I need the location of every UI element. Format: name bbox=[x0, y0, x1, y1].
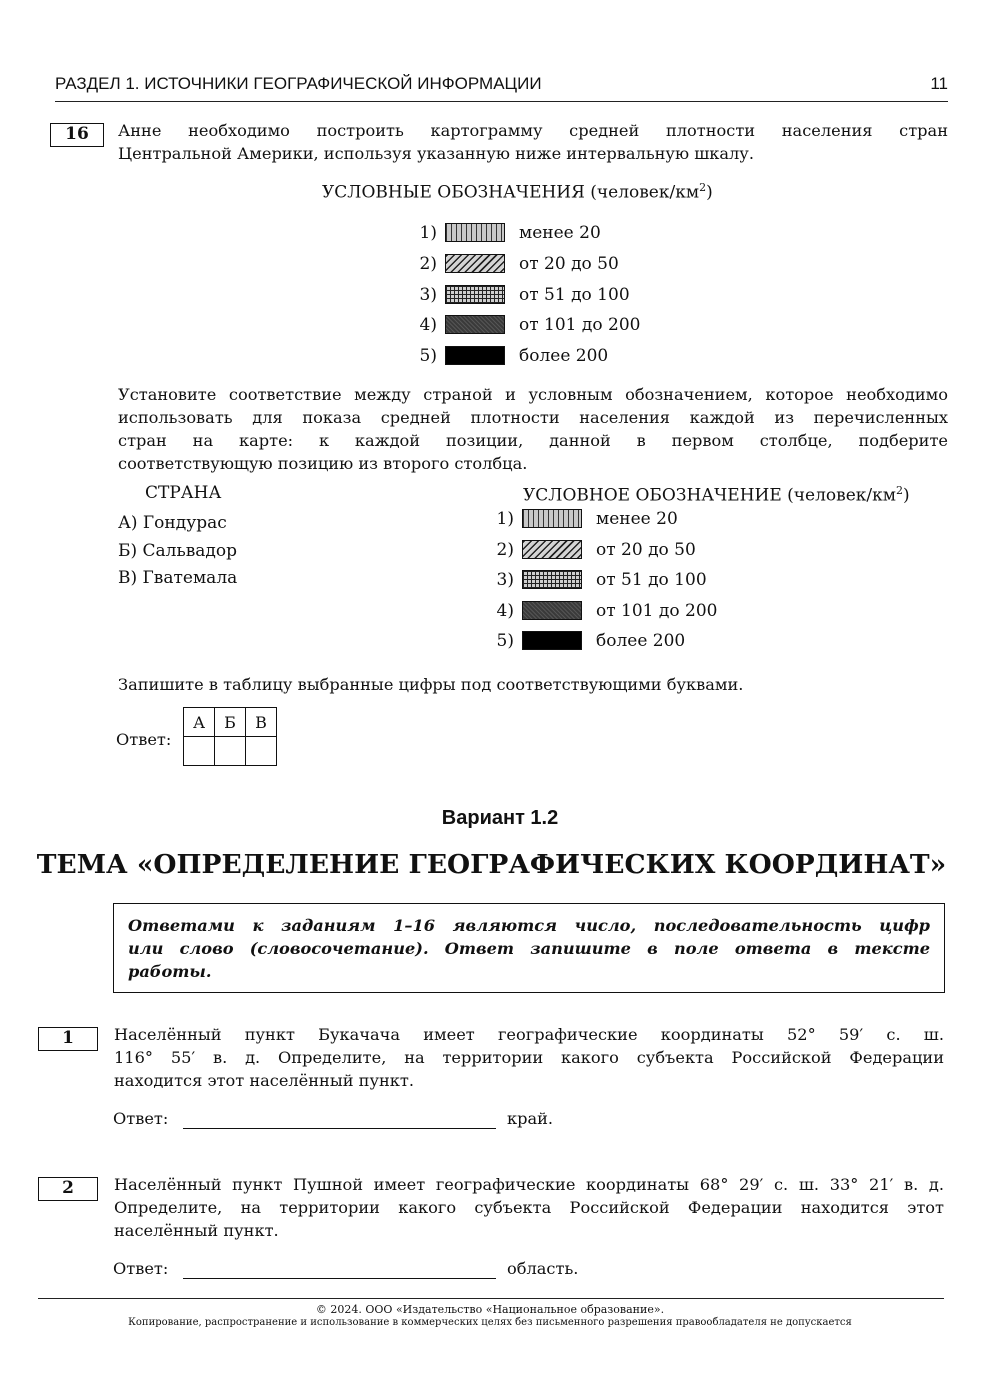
solid-black-swatch bbox=[522, 631, 582, 650]
legend-item-label: менее 20 bbox=[519, 223, 601, 243]
answer-cell[interactable] bbox=[246, 737, 277, 766]
text-line: Определите, на территории какого субъекта Российской Федерации находится этот bbox=[114, 1198, 944, 1217]
task1-text bbox=[114, 1023, 944, 1092]
answer-cell[interactable] bbox=[215, 737, 246, 766]
answer-label: Ответ: bbox=[116, 730, 172, 749]
legend-item-number: 4) bbox=[496, 601, 514, 621]
superscript: 2 bbox=[895, 484, 903, 497]
legend-item-number: 2) bbox=[496, 540, 514, 560]
country-column-header: СТРАНА bbox=[145, 483, 222, 503]
legend-item-number: 5) bbox=[419, 346, 437, 366]
text-line: использовать для показа средней плотности населения каждой из перечисленных bbox=[118, 408, 948, 427]
task16-intro bbox=[118, 119, 948, 165]
text-line: 116° 55′ в. д. Определите, на территории какого субъекта Российской Федерации bbox=[114, 1048, 944, 1067]
dark-dotted-swatch bbox=[445, 315, 505, 334]
legend-item-label: менее 20 bbox=[596, 509, 678, 529]
text-line: Установите соответствие между страной и условным обозначением, которое необходимо bbox=[118, 385, 948, 404]
text-line: Анне необходимо построить картограмму средней плотности населения стран bbox=[118, 121, 948, 140]
text-line: соответствующую позицию из второго столбца. bbox=[118, 454, 528, 473]
text-line: стран на карте: к каждой позиции, данной в первом столбце, подберите bbox=[118, 431, 948, 450]
page-number: 11 bbox=[930, 74, 948, 93]
task-number-box: 1 bbox=[38, 1027, 98, 1051]
legend-column-header-close: ) bbox=[902, 485, 910, 506]
legend-item-label: более 200 bbox=[519, 346, 609, 366]
diagonal-hatch-swatch bbox=[522, 540, 582, 559]
answer-label: Ответ: bbox=[113, 1109, 169, 1128]
answer-suffix: область. bbox=[507, 1259, 579, 1278]
legend-column-header-text: УСЛОВНОЕ ОБОЗНАЧЕНИЕ (человек/км bbox=[523, 485, 896, 506]
country-item: Б) Сальвадор bbox=[118, 540, 238, 561]
answer-cell[interactable] bbox=[184, 737, 215, 766]
legend-item-label: от 101 до 200 bbox=[519, 315, 641, 335]
diagonal-hatch-swatch bbox=[445, 254, 505, 273]
text-line: Ответами к заданиям 1–16 являются число, последовательность цифр bbox=[128, 916, 930, 935]
answer-label: Ответ: bbox=[113, 1259, 169, 1278]
text-line: Населённый пункт Букачача имеет географические координаты 52° 59′ с. ш. bbox=[114, 1025, 944, 1044]
dark-dotted-swatch bbox=[522, 601, 582, 620]
text-line: находится этот населённый пункт. bbox=[114, 1071, 414, 1090]
section-title: РАЗДЕЛ 1. ИСТОЧНИКИ ГЕОГРАФИЧЕСКОЙ ИНФОРМАЦИИ bbox=[55, 74, 542, 93]
country-item: В) Гватемала bbox=[118, 568, 238, 588]
footer-divider bbox=[38, 1298, 944, 1299]
copyright: © 2024. ООО «Издательство «Национальное образование». bbox=[315, 1303, 665, 1316]
text-line: населённый пункт. bbox=[114, 1221, 279, 1240]
vertical-lines-swatch bbox=[522, 509, 582, 528]
page-header bbox=[55, 74, 948, 94]
legend-title-text: УСЛОВНЫЕ ОБОЗНАЧЕНИЯ (человек/км bbox=[322, 182, 700, 203]
info-box bbox=[113, 903, 945, 993]
copyright-notice: Копирование, распространение и использование в коммерческих целях без письменного разрешения правообладателя не допускается bbox=[128, 1317, 852, 1328]
text-line: работы. bbox=[128, 962, 212, 981]
legend-title bbox=[322, 181, 713, 203]
answer-column-header: А bbox=[184, 708, 215, 737]
task-number-box: 2 bbox=[38, 1177, 98, 1201]
answer-column-header: В bbox=[246, 708, 277, 737]
text-line: или слово (словосочетание). Ответ запишите в поле ответа в тексте bbox=[128, 939, 930, 958]
legend-item-label: от 51 до 100 bbox=[596, 570, 707, 590]
legend-item-number: 4) bbox=[419, 315, 437, 335]
answer-column-header: Б bbox=[215, 708, 246, 737]
solid-black-swatch bbox=[445, 346, 505, 365]
grid-swatch bbox=[522, 570, 582, 589]
answer-table-input-row bbox=[184, 737, 277, 766]
legend-item-number: 1) bbox=[496, 509, 514, 529]
write-instruction: Запишите в таблицу выбранные цифры под соответствующими буквами. bbox=[118, 675, 744, 694]
theme-title: ТЕМА «ОПРЕДЕЛЕНИЕ ГЕОГРАФИЧЕСКИХ КООРДИНАТ» bbox=[36, 849, 947, 880]
task16-instruction bbox=[118, 383, 948, 475]
header-divider bbox=[55, 101, 948, 102]
answer-line[interactable] bbox=[183, 1128, 496, 1129]
answer-line[interactable] bbox=[183, 1278, 496, 1279]
legend-item-number: 5) bbox=[496, 631, 514, 651]
legend-item-number: 2) bbox=[419, 254, 437, 274]
country-list bbox=[118, 510, 237, 593]
legend-item-number: 3) bbox=[419, 285, 437, 305]
legend-item-label: более 200 bbox=[596, 631, 686, 651]
legend-item-label: от 51 до 100 bbox=[519, 285, 630, 305]
text-line: Центральной Америки, используя указанную ниже интервальную шкалу. bbox=[118, 144, 754, 163]
text-line: Населённый пункт Пушной имеет географические координаты 68° 29′ с. ш. 33° 21′ в. д. bbox=[114, 1175, 944, 1194]
task-number-box: 16 bbox=[50, 123, 104, 147]
task2-text bbox=[114, 1173, 944, 1242]
legend-column-header bbox=[523, 484, 910, 506]
legend-item-number: 3) bbox=[496, 570, 514, 590]
legend-item-number: 1) bbox=[419, 223, 437, 243]
answer-table bbox=[183, 707, 277, 766]
answer-suffix: край. bbox=[507, 1109, 554, 1128]
legend-item-label: от 101 до 200 bbox=[596, 601, 718, 621]
vertical-lines-swatch bbox=[445, 223, 505, 242]
country-item: А) Гондурас bbox=[118, 513, 227, 533]
legend-title-close: ) bbox=[706, 182, 713, 203]
legend-item-label: от 20 до 50 bbox=[596, 540, 696, 560]
answer-table-header-row bbox=[184, 708, 277, 737]
legend-item-label: от 20 до 50 bbox=[519, 254, 619, 274]
superscript: 2 bbox=[699, 181, 707, 194]
variant-title: Вариант 1.2 bbox=[441, 807, 559, 829]
grid-swatch bbox=[445, 285, 505, 304]
